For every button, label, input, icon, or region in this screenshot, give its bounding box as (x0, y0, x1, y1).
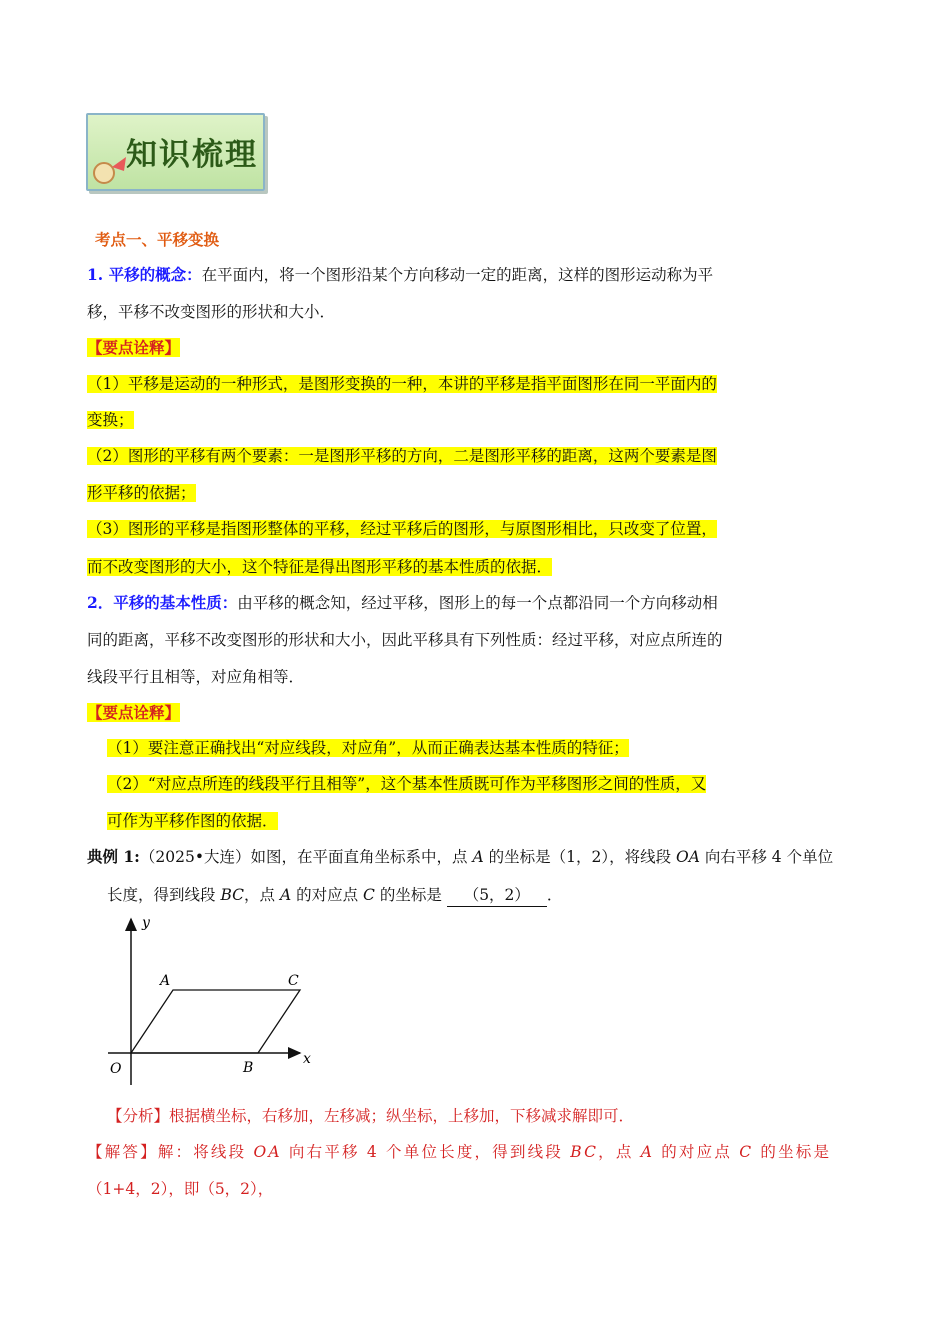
notes2-line: （2）“对应点所连的线段平行且相等”，这个基本性质既可作为平移图形之间的性质，又 (107, 775, 707, 793)
solution-label: 【解答】 (87, 1143, 158, 1161)
example-label: 典例 1: (87, 847, 140, 866)
notes1-line: （2）图形的平移有两个要素：一是图形平移的方向，二是图形平移的距离，这两个要素是图 (87, 447, 717, 465)
point-B-label: B (243, 1060, 254, 1076)
solution-line1: 【解答】解：将线段 OA 向右平移 4 个单位长度，得到线段 BC，点 A 的对应点 C 的坐标是 (87, 1143, 832, 1161)
notes1-label: 【要点诠释】 (87, 338, 181, 357)
notes1-line: （1）平移是运动的一种形式，是图形变换的一种，本讲的平移是指平面图形在同一平面内的 (87, 375, 717, 393)
example-line1: 典例 1:（2025•大连）如图，在平面直角坐标系中，点 A 的坐标是（1，2），将线段 OA 向右平移 4 个单位 (87, 847, 834, 866)
section-title: 考点一、平移变换 (95, 230, 220, 249)
solution-line2: （1+4，2），即（5，2）， (87, 1180, 274, 1198)
concept2-line1: 2．平移的基本性质：由平移的概念知，经过平移，图形上的每一个点都沿同一个方向移动相 (87, 593, 718, 612)
parallelogram-OACB (131, 990, 300, 1053)
concept2-line3: 线段平行且相等，对应角相等． (87, 668, 305, 686)
x-axis-label: x (303, 1051, 311, 1067)
concept1-label: 1. 平移的概念： (87, 265, 202, 284)
point-C-label: C (288, 973, 299, 989)
notes1-line: 形平移的依据； (87, 484, 196, 502)
decoration-icon (90, 153, 130, 187)
answer-blank: （5，2） (447, 884, 547, 907)
coordinate-figure (100, 905, 330, 1090)
notes2-label-line (87, 702, 180, 724)
section-banner (86, 113, 265, 191)
notes2-line: （1）要注意正确找出“对应线段，对应角”，从而正确表达基本性质的特征； (107, 739, 629, 757)
y-axis-label: y (142, 915, 150, 931)
notes2-line: 可作为平移作图的依据． (107, 812, 278, 830)
notes1-line: （3）图形的平移是指图形整体的平移，经过平移后的图形，与原图形相比，只改变了位置， (87, 520, 717, 538)
analysis-line: 【分析】根据横坐标，右移加，左移减；纵坐标，上移加，下移减求解即可． (107, 1107, 635, 1125)
analysis-label: 【分析】 (107, 1107, 170, 1125)
concept2-label: 2．平移的基本性质： (87, 593, 238, 612)
concept1-line1 (87, 264, 713, 286)
concept1-text: 在平面内，将一个图形沿某个方向移动一定的距离，这样的图形运动称为平 (201, 266, 714, 284)
banner-title: 知识梳理 (126, 137, 258, 173)
example-line2: 长度，得到线段 BC，点 A 的对应点 C 的坐标是 （5，2） ． (107, 884, 562, 907)
point-A-label: A (160, 973, 171, 989)
point-O-label: O (110, 1061, 122, 1077)
concept1-line2: 移，平移不改变图形的形状和大小． (87, 303, 336, 321)
notes1-line: 而不改变图形的大小，这个特征是得出图形平移的基本性质的依据． (87, 558, 553, 576)
concept2-line2: 同的距离，平移不改变图形的形状和大小，因此平移具有下列性质：经过平移，对应点所连的 (87, 631, 723, 649)
notes2-label: 【要点诠释】 (87, 703, 181, 722)
notes1-label-line (87, 337, 180, 359)
notes1-line: 变换； (87, 411, 134, 429)
